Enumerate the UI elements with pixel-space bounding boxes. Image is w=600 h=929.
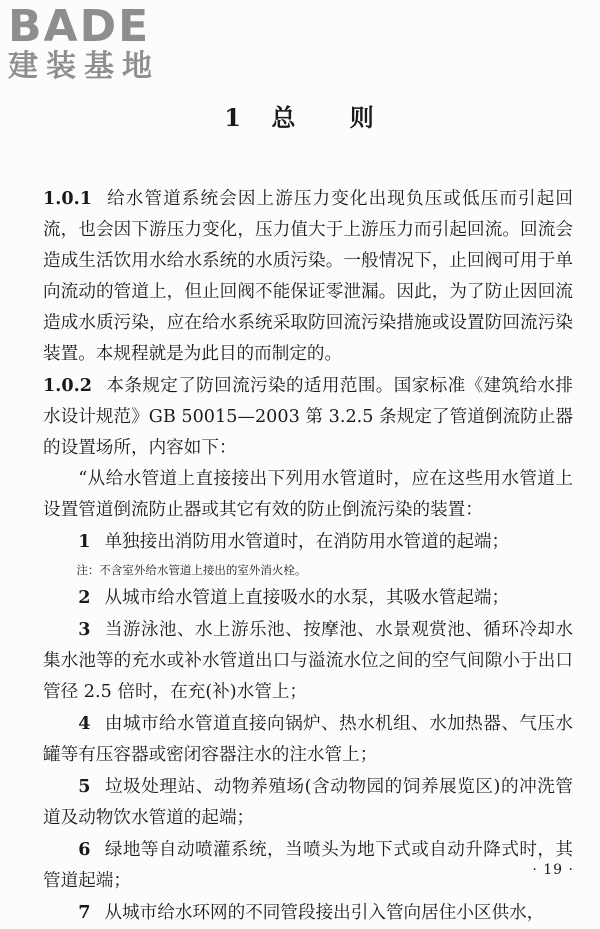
note: 注：不含室外给水管道上接出的室外消火栓。 bbox=[76, 563, 307, 577]
chapter-word-1: 总 bbox=[271, 103, 298, 132]
brand-logo bbox=[8, 1, 183, 84]
item-text: 绿地等自动喷灌系统，当喷头为地下式或自动升降式时，其管道起端； bbox=[43, 840, 573, 891]
item-text: 从城市给水环网的不同管段接出引入管向居住小区供水， bbox=[104, 903, 545, 923]
list-item bbox=[43, 771, 573, 834]
item-text: 单独接出消防用水管道时，在消防用水管道的起端； bbox=[104, 532, 510, 552]
clause-1-0-1 bbox=[43, 183, 573, 370]
list-item bbox=[43, 708, 573, 771]
item-number: 7 bbox=[78, 902, 91, 923]
clause-number: 1.0.1 bbox=[43, 188, 92, 209]
item-text: 垃圾处理站、动物养殖场(含动物园的饲养展览区)的冲洗管道及动物饮水管道的起端； bbox=[43, 777, 573, 828]
item-number: 4 bbox=[78, 713, 91, 734]
clause-text: 本条规定了防回流污染的适用范围。国家标准《建筑给水排水设计规范》GB 50015—2003 第 3.2.5 条规定了管道倒流防止器的设置场所，内容如下： bbox=[43, 376, 573, 458]
item-number: 6 bbox=[78, 839, 91, 860]
list-item bbox=[43, 526, 573, 558]
chapter-number: 1 bbox=[224, 103, 243, 132]
list-item bbox=[43, 834, 573, 897]
list-item bbox=[43, 582, 573, 614]
list-item bbox=[43, 614, 573, 708]
chapter-title bbox=[0, 98, 600, 133]
item-text: 由城市给水管道直接向锅炉、热水机组、水加热器、气压水罐等有压容器或密闭容器注水的注水管上； bbox=[43, 714, 573, 765]
item-number: 5 bbox=[78, 776, 91, 797]
clause-number: 1.0.2 bbox=[43, 375, 92, 396]
logo-wordmark: BADE bbox=[8, 1, 151, 52]
item-text: 当游泳池、水上游乐池、按摩池、水景观赏池、循环冷却水集水池等的充水或补水管道出口与溢流水位之间的空气间隙小于出口管径 2.5 倍时，在充(补)水管上； bbox=[43, 620, 573, 702]
quote-intro: “从给水管道上直接接出下列用水管道时，应在这些用水管道上设置管道倒流防止器或其它有效的防止倒流污染的装置： bbox=[43, 469, 573, 520]
list-item bbox=[43, 897, 573, 929]
document-body bbox=[43, 183, 573, 929]
logo-subtitle: 建装基地 bbox=[8, 49, 160, 84]
page-number: · 19 · bbox=[532, 862, 574, 878]
clause-1-0-2 bbox=[43, 370, 573, 464]
clause-text: 给水管道系统会因上游压力变化出现负压或低压而引起回流，也会因下游压力变化，压力值大于上游压力而引起回流。回流会造成生活饮用水给水系统的水质污染。一般情况下，止回阀可用于单向流动的管道上，但止回阀不能保证零泄漏。因此，为了防止因回流造成水质污染，应在给水系统采取防回流污染措施或设置防回流污染装置。本规程就是为此目的而制定的。 bbox=[43, 189, 573, 364]
chapter-word-2: 则 bbox=[349, 103, 376, 132]
item-number: 1 bbox=[78, 531, 91, 552]
item-text: 从城市给水管道上直接吸水的水泵，其吸水管起端； bbox=[104, 588, 510, 608]
item-number: 3 bbox=[78, 619, 91, 640]
item-number: 2 bbox=[78, 587, 91, 608]
